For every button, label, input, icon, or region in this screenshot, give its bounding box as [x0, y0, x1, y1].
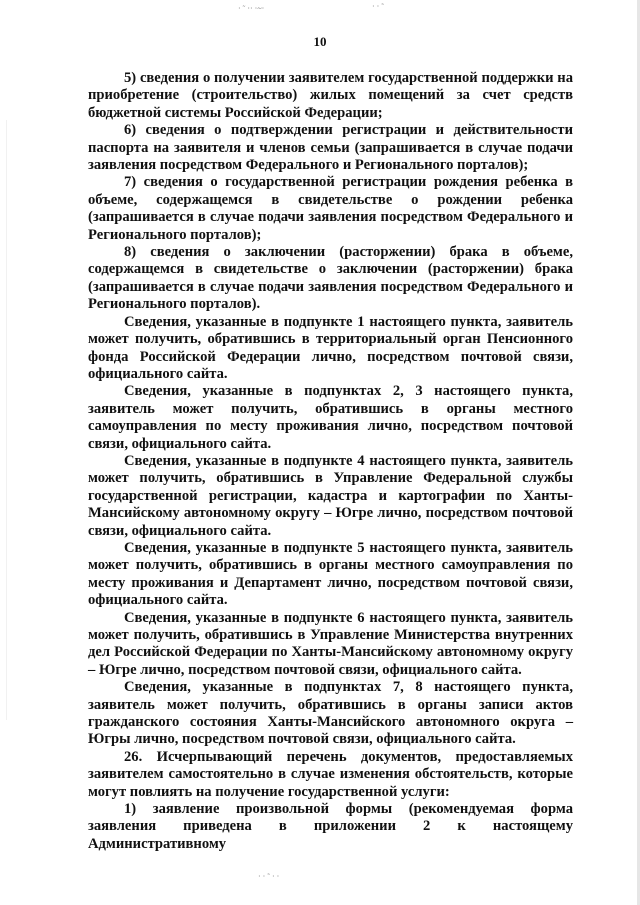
paragraph: 1) заявление произвольной формы (рекомендуемая форма заявления приведена в приложении 2 к настоящему Административному: [88, 801, 573, 852]
paragraph: 8) сведения о заключении (расторжении) брака в объеме, содержащемся в свидетельстве о заключении (расторжении) брака (запрашивается в случае подачи заявления посредством Федерального и Регионального порталов).: [88, 244, 573, 313]
page-number: 10: [313, 34, 327, 49]
paragraph: Сведения, указанные в подпункте 6 настоящего пункта, заявитель может получить, обратившись в Управление Министерства внутренних дел Российской Федерации по Ханты-Мансийскому автономному округу – Югре лично, посредством почтовой связи, официального сайта.: [88, 609, 573, 678]
paragraph: 6) сведения о подтверждении регистрации и действительности паспорта на заявителя и членов семьи (запрашивается в случае подачи заявления посредством Федерального и Регионального порталов);: [88, 122, 573, 174]
paragraph: 5) сведения о получении заявителем государственной поддержки на приобретение (строительство) жилых помещений за счет средств бюджетной системы Российской Федерации;: [88, 70, 573, 121]
scan-edge-line: [6, 120, 7, 720]
document-body: [88, 70, 573, 853]
scan-artifact: · ˜ ·· ·~·: [238, 4, 265, 13]
paragraph: Сведения, указанные в подпункте 1 настоящего пункта, заявитель может получить, обратившись в территориальный орган Пенсионного фонда Российской Федерации лично, посредством почтовой связи, официального сайта.: [88, 313, 573, 382]
paragraph: 26. Исчерпывающий перечень документов, предоставляемых заявителем самостоятельно в случае изменения обстоятельств, которые могут повлиять на получение государственной услуги:: [88, 748, 573, 800]
paragraph: Сведения, указанные в подпункте 5 настоящего пункта, заявитель может получить, обратившись в органы местного самоуправления по месту проживания и Департамент лично, посредством почтовой связи, официального сайта.: [88, 539, 573, 609]
scan-artifact: · · ˜: [372, 2, 384, 11]
paragraph: Сведения, указанные в подпункте 4 настоящего пункта, заявитель может получить, обратившись в Управление Федеральной службы государственной регистрации, кадастра и картографии по Ханты-Мансийскому автономному округу – Югре лично, посредством почтовой связи, официального сайта.: [88, 452, 573, 539]
scan-artifact: · · ˜ · ·: [258, 872, 280, 881]
paragraph: Сведения, указанные в подпунктах 2, 3 настоящего пункта, заявитель может получить, обратившись в органы местного самоуправления по месту проживания лично, посредством почтовой связи, официального сайта.: [88, 383, 573, 452]
paragraph: 7) сведения о государственной регистрации рождения ребенка в объеме, содержащемся в свидетельстве о рождении ребенка (запрашивается в случае подачи заявления посредством Федерального и Регионального порталов);: [88, 174, 573, 243]
paragraph: Сведения, указанные в подпунктах 7, 8 настоящего пункта, заявитель может получить, обратившись в органы записи актов гражданского состояния Ханты-Мансийского автономного округа – Югры лично, посредством почтовой связи, официального сайта.: [88, 679, 573, 748]
